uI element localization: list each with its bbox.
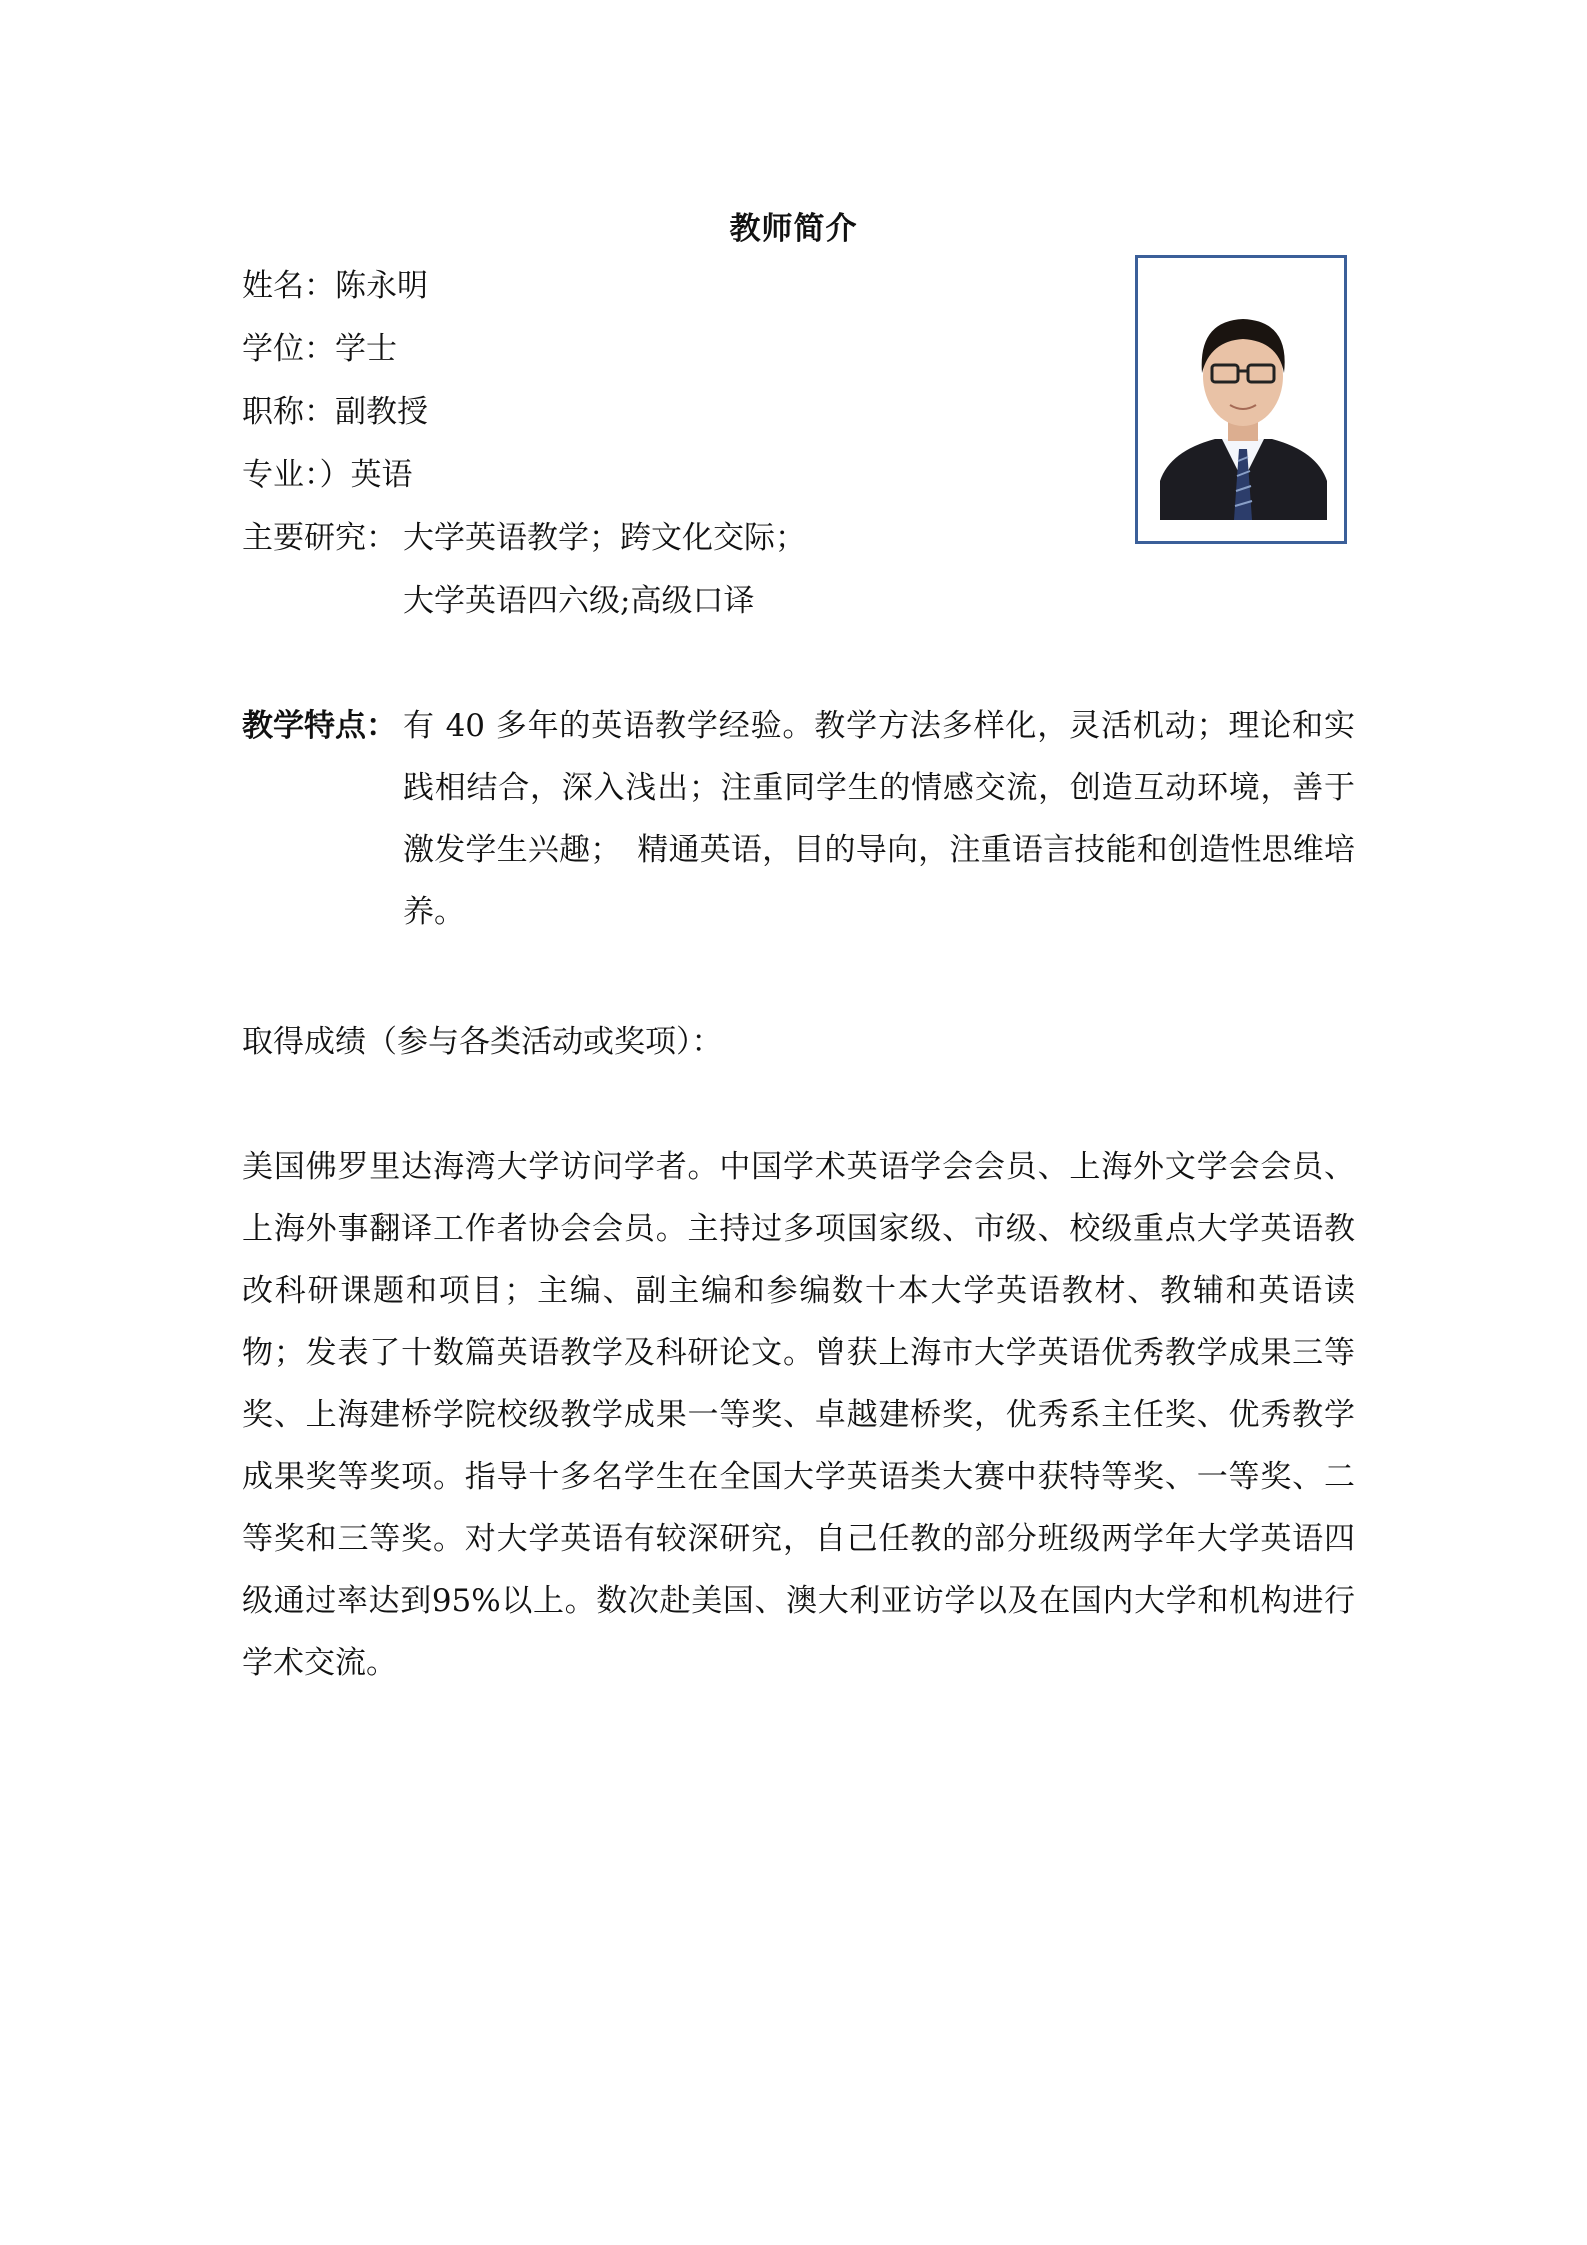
name-line: 姓名：陈永明 xyxy=(242,268,428,304)
major-line: 专业：）英语 xyxy=(242,457,413,493)
portrait-image xyxy=(1160,281,1327,520)
teaching-text: 有 40 多年的英语教学经验。教学方法多样化，灵活机动；理论和实践相结合，深入浅出；注重同学生的情感交流，创造互动环境，善于激发学生兴趣； 精通英语，目的导向，注重语言技能和创造性思维培养。 xyxy=(403,708,1355,930)
degree-line: 学位：学士 xyxy=(242,331,397,367)
portrait-photo xyxy=(1160,281,1327,520)
research-line-2: 大学英语四六级;高级口译 xyxy=(403,583,755,619)
teaching-label-text: 教学特点： xyxy=(242,708,397,744)
portrait-frame xyxy=(1135,255,1347,544)
research-label: 主要研究： xyxy=(242,520,397,556)
achievements-text: 美国佛罗里达海湾大学访问学者。中国学术英语学会会员、上海外文学会会员、上海外事翻译工作者协会会员。主持过多项国家级、市级、校级重点大学英语教改科研课题和项目；主编、副主编和参编数十本大学英语教材、教辅和英语读物；发表了十数篇英语教学及科研论文。曾获上海市大学英语优秀教学成果三等奖、上海建桥学院校级教学成果一等奖、卓越建桥奖，优秀系主任奖、优秀教学成果奖等奖项。指导十多名学生在全国大学英语类大赛中获特等奖、一等奖、二等奖和三等奖。对大学英语有较深研究，自己任教的部分班级两学年大学英语四级通过率达到95%以上。数次赴美国、澳大利亚访学以及在国内大学和机构进行学术交流。 xyxy=(242,1149,1355,1681)
research-line-1: 大学英语教学；跨文化交际； xyxy=(403,520,806,556)
teaching-label xyxy=(242,706,397,746)
page-title: 教师简介 xyxy=(729,211,858,247)
achievements-heading: 取得成绩（参与各类活动或奖项）： xyxy=(242,1024,723,1060)
rank-line: 职称：副教授 xyxy=(242,394,428,430)
